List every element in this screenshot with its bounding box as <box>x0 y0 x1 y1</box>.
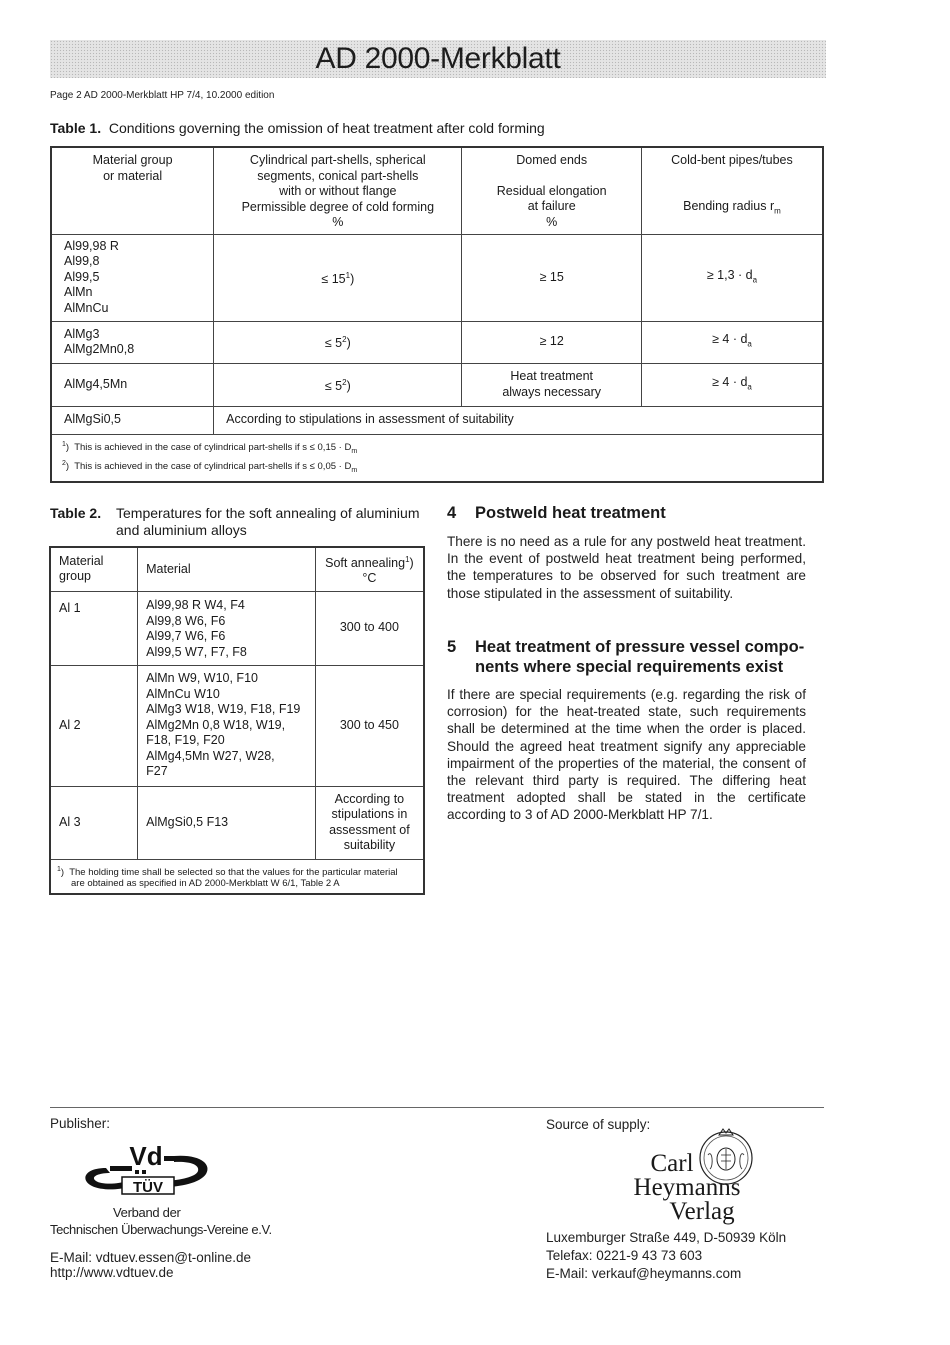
vdtuev-logo-graphic <box>78 1140 218 1202</box>
section5-heading <box>447 637 827 677</box>
heymanns-logo-line: Verlag <box>669 1198 735 1225</box>
table2-header-group: Material group <box>50 547 138 591</box>
table1-materials-cell: AlMg3 AlMg2Mn0,8 <box>51 321 214 363</box>
table1-materials-cell: AlMgSi0,5 <box>51 406 214 434</box>
table1-footnotes <box>51 434 823 482</box>
supply-fax: Telefax: 0221-9 43 73 603 <box>546 1248 703 1263</box>
table-row <box>51 234 823 321</box>
heymanns-logo-line: Carl <box>650 1150 694 1177</box>
section4-number: 4 <box>447 504 457 522</box>
table2-group-cell: Al 3 <box>50 786 138 859</box>
publisher-org-line: Technischen Überwachungs-Vereine e.V. <box>50 1222 272 1237</box>
table2-material-cell: Al99,98 R W4, F4 Al99,8 W6, F6 Al99,7 W6, F6 Al99,5 W7, F7, F8 <box>138 591 316 665</box>
section4-title: Postweld heat treatment <box>475 504 666 522</box>
table-row <box>50 786 424 859</box>
vdtuev-logo <box>78 1140 218 1202</box>
supply-label: Source of supply: <box>546 1117 651 1132</box>
section4-heading <box>447 503 827 523</box>
table2-caption <box>50 505 440 539</box>
table2-material-cell: AlMn W9, W10, F10 AlMnCu W10 AlMg3 W18, W19, F18, F19 AlMg2Mn 0,8 W18, W19, F18, F19, F20 AlMg4,5Mn W27, W28, F27 <box>138 665 316 786</box>
table2 <box>49 546 425 895</box>
table1-elongation-cell: Heat treatment always necessary <box>462 363 642 406</box>
section5-number: 5 <box>447 638 457 656</box>
table2-header-row <box>50 547 424 591</box>
table2-footnote: $^1$) The holding time shall be selected so that the values for the particular material are obtained as specified in AD 2000-Merkblatt W 6/1, Table 2 A <box>50 859 424 894</box>
table1-radius-cell: ≥ $4 \cdot d_a$ <box>641 363 823 406</box>
publisher-label: Publisher: <box>50 1116 111 1131</box>
table2-footnote-row <box>50 859 424 894</box>
section5-body: If there are special requirements (e.g. regarding the risk of corrosion) for the heat-treated state, such requirements shall be determined at the time when the order is placed. Should the agreed heat treatment signify any appreciable impairment of the properties of the material, the consent of the relevant third party is required. The differing heat treatment adopted shall be stated in the certificate according to 3 of AD 2000-Merkblatt HP 7/1. <box>447 687 806 823</box>
table2-material-cell: AlMgSi0,5 F13 <box>138 786 316 859</box>
table2-caption-line: Temperatures for the soft annealing of aluminium <box>116 505 420 521</box>
table1-header-pipes: Cold-bent pipes/tubes Bending radius $r_m$ <box>641 147 823 234</box>
publisher-email: E-Mail: vdtuev.essen@t-online.de <box>50 1250 252 1265</box>
table-row <box>51 406 823 434</box>
table1-caption-text: Conditions governing the omission of heat treatment after cold forming <box>108 120 545 136</box>
supply-address: Luxemburger Straße 449, D-50939 Köln <box>546 1230 787 1245</box>
table1-footnote: $^2$) This is achieved in the case of cylindrical part-shells if $s \le 0,05 \cdot D_m$ <box>62 459 358 474</box>
header-band <box>50 40 826 78</box>
table-row <box>50 665 424 786</box>
table-row <box>51 363 823 406</box>
table1-footnotes-row <box>51 434 823 482</box>
table1-footnote: $^1$) This is achieved in the case of cylindrical part-shells if $s \le 0,15 \cdot D_m$ <box>62 440 358 455</box>
table2-caption-line: and aluminium alloys <box>116 522 247 538</box>
table1-header-row <box>51 147 823 234</box>
publisher-website: http://www.vdtuev.de <box>50 1265 174 1280</box>
table-row <box>51 321 823 363</box>
vdtuev-logo-vd: Vd <box>129 1141 163 1171</box>
table1-radius-cell: ≥ $1,3 \cdot d_a$ <box>641 234 823 321</box>
document-title: AD 2000-Merkblatt <box>315 42 561 75</box>
footer-divider <box>50 1107 824 1108</box>
section5-title-line: nents where special requirements exist <box>475 658 784 676</box>
table1-label: Table 1. <box>50 120 102 136</box>
table-row <box>50 591 424 665</box>
table1-radius-cell: ≥ $4 \cdot d_a$ <box>641 321 823 363</box>
table1-header-material: Material group or material <box>51 147 214 234</box>
table1-materials-cell: AlMg4,5Mn <box>51 363 214 406</box>
table2-label: Table 2. <box>50 505 102 521</box>
table1-caption <box>50 120 545 137</box>
table2-temperature-cell: 300 to 450 <box>315 665 424 786</box>
table2-temperature-cell: According to stipulations in assessment of suitability <box>315 786 424 859</box>
table1-span-cell: According to stipulations in assessment of suitability <box>214 406 823 434</box>
table1 <box>50 146 824 483</box>
table1-materials-cell: Al99,98 R Al99,8 Al99,5 AlMn AlMnCu <box>51 234 214 321</box>
table2-temperature-cell: 300 to 400 <box>315 591 424 665</box>
table2-group-cell: Al 2 <box>50 665 138 786</box>
supply-email: E-Mail: verkauf@heymanns.com <box>546 1266 742 1281</box>
publisher-org-line: Verband der <box>113 1205 181 1220</box>
table2-header-annealing: Soft annealing$^1$) °C <box>315 547 424 591</box>
table1-forming-cell: ≤ $15^1$) <box>214 234 462 321</box>
table1-header-forming: Cylindrical part-shells, spherical segments, conical part-shells with or without flange Permissible degree of cold forming % <box>214 147 462 234</box>
table2-group-cell: Al 1 <box>50 591 138 665</box>
heymanns-logo-text <box>612 1152 762 1224</box>
heymanns-logo-line: Heymanns <box>633 1174 741 1201</box>
table2-header-material: Material <box>138 547 316 591</box>
table1-forming-cell: ≤ $5^2$) <box>214 363 462 406</box>
vdtuev-logo-tuev: TÜV <box>133 1179 163 1196</box>
section5-title-line: Heat treatment of pressure vessel compo- <box>475 638 805 656</box>
table1-elongation-cell: ≥ 15 <box>462 234 642 321</box>
table1-forming-cell: ≤ $5^2$) <box>214 321 462 363</box>
table1-elongation-cell: ≥ 12 <box>462 321 642 363</box>
table1-header-domed-ends: Domed ends Residual elongation at failure % <box>462 147 642 234</box>
section4-body: There is no need as a rule for any postweld heat treatment. In the event of postweld heat treatment being performed, the temperatures to be observed for such treatment are those stipulated in the assessment of suitability. <box>447 534 806 601</box>
page-reference: Page 2 AD 2000-Merkblatt HP 7/4, 10.2000 edition <box>50 90 275 101</box>
